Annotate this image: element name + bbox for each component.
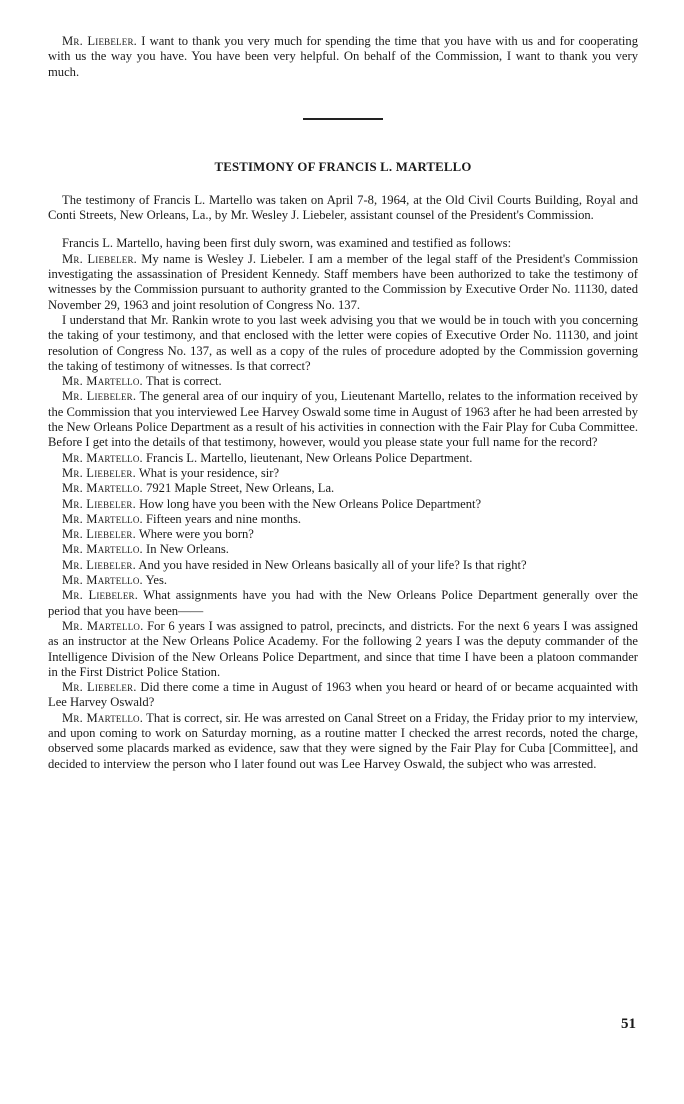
speaker-label: Mr. Martello. (62, 618, 144, 633)
testimony-entry (48, 389, 638, 450)
speech-text: 7921 Maple Street, New Orleans, La. (142, 481, 335, 496)
speaker-label: Mr. Martello. (62, 481, 143, 496)
document-page (48, 34, 638, 772)
speech-text: Did there come a time in August of 1963 when you heard or heard of or became acquainted with Lee Harvey Oswald? (48, 680, 638, 710)
testimony-entry (48, 711, 638, 772)
speech-text: How long have you been with the New Orleans Police Department? (135, 496, 482, 511)
speaker-label: Mr. Liebeler. (62, 465, 136, 480)
sworn-paragraph: Francis L. Martello, having been first duly sworn, was examined and testified as follows: (62, 236, 512, 251)
testimony-entry (48, 558, 638, 573)
testimony-entry (48, 451, 638, 466)
speaker-label: Mr. Liebeler. (62, 389, 137, 404)
speaker-label: Mr. Liebeler. (62, 34, 137, 48)
speaker-label: Mr. Martello. (62, 542, 143, 557)
testimony-entry (48, 619, 638, 680)
testimony-entry (48, 481, 638, 496)
testimony-entry (48, 680, 638, 711)
speech-text: That is correct. (142, 374, 222, 389)
speaker-label: Mr. Liebeler. (62, 557, 136, 572)
speech-text: What assignments have you had with the New Orleans Police Department generally over the period that you have been—— (48, 588, 639, 618)
speech-text: And you have resided in New Orleans basically all of your life? Is that right? (135, 557, 527, 572)
speaker-label: Mr. Martello. (62, 374, 143, 389)
testimony-entry (48, 573, 638, 588)
speech-text: My name is Wesley J. Liebeler. I am a member of the legal staff of the President's Commission investigating the assassination of President Kennedy. Staff members have been authorized to take the testimony of witnesses by the Commission pursuant to authority granted to the Commission by Executive Order No. 11130, dated November 29, 1963 and joint resolution of Congress No. 137. (48, 251, 638, 312)
testimony-entry (48, 542, 638, 557)
speaker-label: Mr. Liebeler. (62, 527, 136, 542)
speech-text: For 6 years I was assigned to patrol, precincts, and districts. For the next 6 years I was assigned as an instructor at the New Orleans Police Academy. For the following 2 years I was the deputy commander of the Intelligence Division of the New Orleans Police Department, and since that time I have been a platoon commander in the First District Police Station. (48, 618, 638, 679)
speaker-label: Mr. Liebeler. (62, 680, 137, 695)
testimony-entry (48, 527, 638, 542)
speaker-label: Mr. Martello. (62, 450, 143, 465)
speech-text: That is correct, sir. He was arrested on Canal Street on a Friday, the Friday prior to my interview, and upon coming to work on Saturday morning, as a routine matter I checked the arrest records, noted the charge, observed some placards marked as evidence, saw that they were signed by the Fair Play for Cuba [Committee], and decided to interview the person who I later found out was Lee Harvey Oswald, the subject who was arrested. (48, 710, 638, 771)
testimony-entry (48, 466, 638, 481)
speech-text: I want to thank you very much for spending the time that you have with us and for cooperating with us the way you have. You have been very helpful. On behalf of the Commission, I want to thank you very much. (48, 34, 638, 79)
speaker-label: Mr. Martello. (62, 573, 143, 588)
page-number: 51 (621, 1016, 636, 1032)
testimony-entry (48, 252, 638, 313)
speaker-label: Mr. Liebeler. (62, 251, 138, 266)
speech-text: Where were you born? (135, 527, 254, 542)
testimony-entry (48, 374, 638, 389)
speech-text: Fifteen years and nine months. (142, 511, 301, 526)
speaker-label: Mr. Martello. (62, 511, 143, 526)
testimony-entry (48, 497, 638, 512)
section-title: TESTIMONY OF FRANCIS L. MARTELLO (214, 159, 472, 174)
testimony-entry (48, 313, 638, 374)
speech-text: Francis L. Martello, lieutenant, New Orleans Police Department. (142, 450, 473, 465)
closing-remark (48, 34, 638, 80)
speech-text: In New Orleans. (142, 542, 229, 557)
speech-text: Yes. (142, 573, 168, 588)
speaker-label: Mr. Liebeler. (62, 588, 139, 603)
testimony-entry (48, 588, 638, 619)
speech-text: I understand that Mr. Rankin wrote to you last week advising you that we would be in touch with you concerning the taking of your testimony, and that enclosed with the letter were copies of Executive Order No. 11130, and joint resolution of Congress No. 137, as well as a copy of the rules of procedure adopted by the Commission governing the taking of testimony of witnesses. Is that correct? (48, 312, 638, 373)
testimony-entry (48, 512, 638, 527)
speech-text: The general area of our inquiry of you, Lieutenant Martello, relates to the information received by the Commission that you interviewed Lee Harvey Oswald some time in August of 1963 after he had been arrested by the New Orleans Police Department as a result of his activities in connection with the Fair Play for Cuba Committee. Before I get into the details of that testimony, however, would you please state your full name for the record? (48, 389, 639, 450)
section-divider (303, 118, 383, 120)
speech-text: What is your residence, sir? (135, 465, 280, 480)
speaker-label: Mr. Liebeler. (62, 496, 136, 511)
testimony-body (48, 252, 638, 772)
speaker-label: Mr. Martello. (62, 710, 144, 725)
intro-paragraph: The testimony of Francis L. Martello was taken on April 7-8, 1964, at the Old Civil Courts Building, Royal and Conti Streets, New Orleans, La., by Mr. Wesley J. Liebeler, assistant counsel of the President's Commission. (48, 192, 638, 223)
